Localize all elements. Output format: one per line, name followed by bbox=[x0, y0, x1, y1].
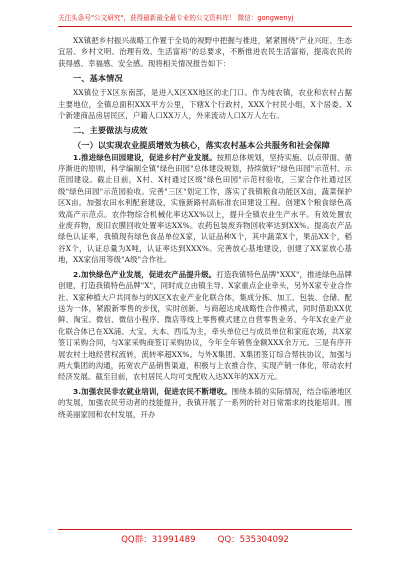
paragraph-text: 打造我镇特色品牌"XXX"，推进绿色品牌创建，打造我镇特色品牌"X"，同时成立由镇主导、X家重点企业牵头，另外X家专业合作社、X家种植大户共同参与的X区X农业产业化联合体，集成分拣、加工、包装、仓储、配送为一体，紧跟新零售的步伐，实时创新。与商超达成战略性合作模式，同时借助XX优鲜、淘宝、微信、微信小程序、微店等线上零售模式建立自营零售业务。今年X农业产业化联合体已在XX浦、大宝、大本、西瓜为主，牵头单位已与成员单位和家庭农场，共X家签订采购合同，与X家采购商签订采购协议，今年全年销售金额XXX余万元。三是有序开展农村土地经营权流转，流转率超XX%。与外X集团、X集团签订综合帮扶协议，加强与两大集团的沟通，拓宽农产品销售渠道，积极与上农推合作，实现产销一体化，带动农村经济发展。截至目前，农村居民人均可支配收入达XX年的XX万元。 bbox=[58, 269, 353, 382]
document-body bbox=[58, 35, 352, 420]
paragraph-text: 按照总体规划，坚持实施、以点带面、循序渐进的原则，科学编制全镇"绿色田园"总体建设规划，持续做好"绿色田园"示范村、示范园建设。截止目前，X村、X村通过区级"绿色田园"示范村验收，三家合作社通过区级"绿色田园"示范园验收。完善"三区"划定工作，落实了我镇粮食功能区X亩，蔬菜保护区X亩。加强农田水利配套建设，实施新路村高标准农田建设工程。创建X个粮食绿色高效高产示范点。农作物综合机械化率达XX%以上，提升全镇农业生产水平。有效处置农业废弃物，废旧农膜回收处置率达XX%。农药包装废弃物回收率达到XX%。提高农产品绿色认证率，我镇现有绿色食品单位X家，认证品种X个，其中蔬菜X个，果品XX个，稻谷X个，认证总量为X吨，认证率达到XXX%。完善放心基地建设，创建了XX家放心基地，XX家信用等级"A级"合作社。 bbox=[58, 152, 352, 265]
basic-info-paragraph: XX镇位于X区东南部，是进入X区XX地区的北门口。作为纯农镇，农业和农村占据主要地位，全镇总面积XXX平方公里，下辖X个行政村，XXX个村民小组，X个居委、X个新建商品房居民区，户籍人口XX万人，外来流动人口X万人左右。 bbox=[58, 88, 352, 121]
paragraph-lead: 2.加快绿色产业发展，促进农产品提升级。 bbox=[73, 269, 217, 279]
paragraph-green-field bbox=[58, 152, 352, 266]
intro-paragraph: XX镇把乡村振兴战略工作置于全局的视野中把握与推进，紧紧围绕"产业兴旺、生态宜居、乡村文明、治理有效、生活富裕"的总要求，不断推进农民生活富裕，提高农民的获得感、幸福感、安全感。现将相关情况报告如下： bbox=[58, 36, 352, 68]
paragraph-text: 围绕本镇的实际情况，结合临港地区的发展，加强农民劳动者的技能提升，我镇开展了一系列的针对日常需求的技能培训。围绕美丽家园和农村发展，开办 bbox=[58, 386, 352, 419]
subsection-heading: （一）以实现农业提质增效为核心，落实农村基本公共服务和社会保障 bbox=[73, 140, 330, 151]
qq-group-text: QQ群：31991489 bbox=[121, 535, 196, 545]
paragraph-lead: 3.加强农民非农就业培训，促进农民不断增收。 bbox=[73, 386, 232, 396]
section-heading-practices: 二、主要做法与成效 bbox=[73, 125, 148, 136]
paragraph-lead: 1.推进绿色田园建设，促进乡村产业发展。 bbox=[73, 152, 217, 162]
paragraph-green-industry bbox=[58, 269, 352, 383]
qq-number-text: QQ：535304092 bbox=[217, 535, 289, 545]
section-heading-basic: 一、基本情况 bbox=[73, 73, 123, 84]
top-banner: 关注头条号"公文研究"，获得最新最全最专业的公文资料库！ 微信：gongwenyj bbox=[58, 14, 294, 22]
paragraph-training bbox=[58, 386, 352, 420]
footer-contact bbox=[58, 534, 352, 546]
top-divider bbox=[58, 26, 352, 27]
bottom-divider bbox=[58, 529, 352, 530]
